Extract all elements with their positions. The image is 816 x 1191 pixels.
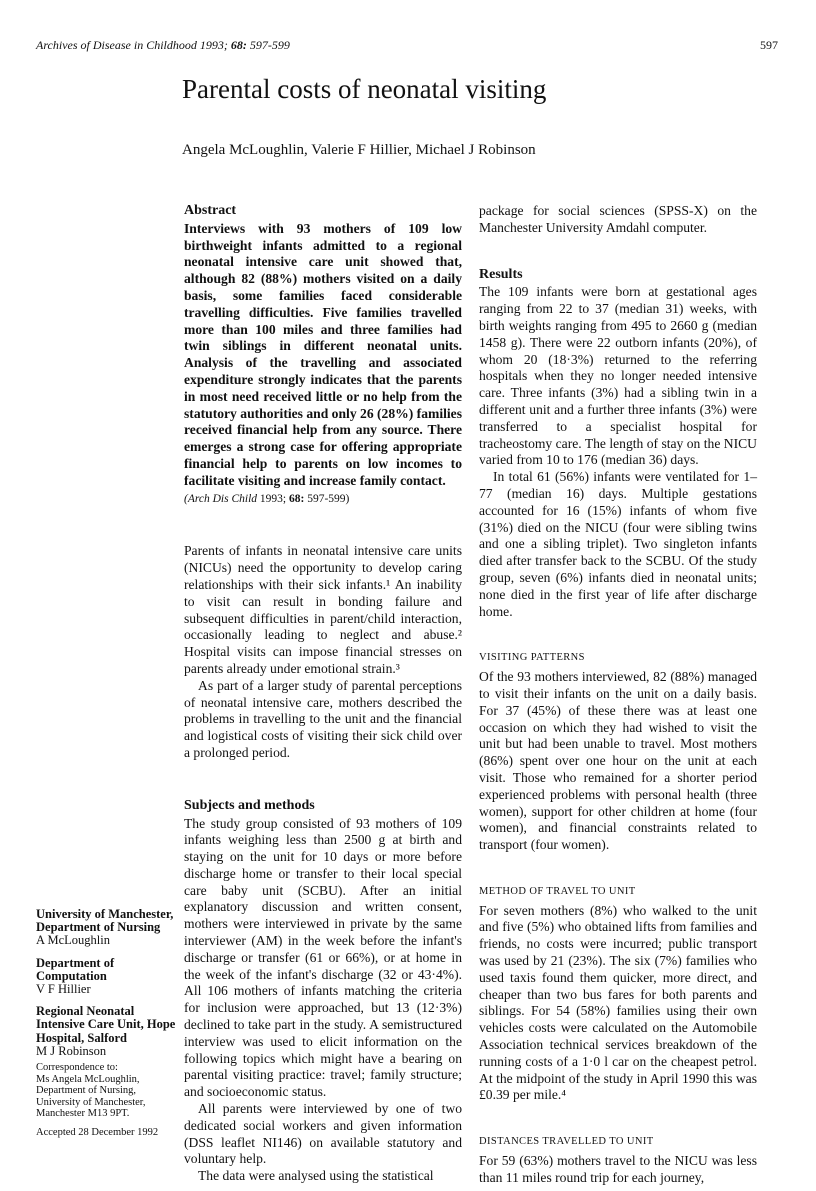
- left-column: [184, 203, 462, 1185]
- visiting-patterns-text: Of the 93 mothers interviewed, 82 (88%) managed to visit their infants on the unit on a daily basis. For 37 (45%) of these there was at least one occasion on which they had wished to visit the unit but had been unable to travel. Most mothers (86%) spent over one hour on the unit at each visit. Those who remained for a shorter period experienced problems with personal health (three women), support for other children at home (four women), and financial constraints related to transport (four women).: [479, 669, 757, 853]
- affiliation-name: M J Robinson: [36, 1043, 107, 1058]
- abstract-heading: Abstract: [184, 203, 237, 218]
- travel-method-heading: METHOD OF TRAVEL TO UNIT: [479, 885, 636, 897]
- distances-heading: DISTANCES TRAVELLED TO UNIT: [479, 1136, 654, 1148]
- results-paragraph: The 109 infants were born at gestational ages ranging from 22 to 37 (median 31) weeks, with birth weights ranging from 495 to 2660 g (median 1458 g). There were 22 outborn infants (20%), of whom 20 (18·3%) returned to the referring hospitals when they no longer needed intensive care. Three infants (3%) had a sibling twin in a different unit and a further three infants (3%) were transferred to a specialist hospital for tracheostomy care. The length of stay on the NICU varied from 10 to 176 (median 36) days.: [479, 284, 757, 468]
- methods-paragraph: The data were analysed using the statistical: [198, 1168, 434, 1184]
- intro-paragraph: As part of a larger study of parental perceptions of neonatal intensive care, mothers described the problems in travelling to the unit and the financial and logistical costs of visiting their sick child over a prolonged period.: [184, 677, 462, 760]
- results-paragraph: In total 61 (56%) infants were ventilated for 1–77 (median 16) days. Multiple gestations accounted for 16 (15%) infants of whom five (31%) died on the NICU (four were sibling twins and one a sibling triplet). Two singleton infants died after transfer back to the SCBU. Of the study group, seven (6%) infants died in neonatal units; none died in the first year of life after discharge home.: [479, 469, 757, 619]
- journal-year: 1993;: [199, 38, 228, 52]
- affiliation-org: Regional Neonatal Intensive Care Unit, Hope Hospital, Salford: [36, 1004, 176, 1045]
- correspondence-univ: University of Manchester,: [36, 1096, 146, 1108]
- methods-paragraph-continued: package for social sciences (SPSS-X) on the Manchester University Amdahl computer.: [479, 203, 757, 235]
- journal-name: Archives of Disease in Childhood: [36, 38, 197, 52]
- correspondence-dept: Department of Nursing,: [36, 1085, 137, 1097]
- methods-paragraph: The study group consisted of 93 mothers of 109 infants weighing less than 2500 g at birth and staying on the unit for 10 days or more before discharge home or transfer to their local special care baby unit (SCBU). After an initial explanatory discussion and written consent, mothers were interviewed in private by the same interviewer (AM) in the week before the infant's discharge or transfer (61 or 66%), or at home in the week of the infant's discharge (32 or 43·4%). All 106 mothers of infants matching the criteria for inclusion were approached, but 13 (12·3%) declined to take part in the study. A semistructured interview was used to elicit information on the following topics which might have a bearing on parental visiting practice: travel; family structure; and socioeconomic status.: [184, 815, 462, 1100]
- journal-volume: 68:: [230, 38, 247, 52]
- right-column: [479, 203, 757, 1187]
- author-list: Angela McLoughlin, Valerie F Hillier, Michael J Robinson: [182, 142, 536, 158]
- visiting-patterns-heading: VISITING PATTERNS: [479, 652, 585, 664]
- affiliation-name: V F Hillier: [36, 982, 91, 997]
- intro-paragraph: Parents of infants in neonatal intensive care units (NICUs) need the opportunity to develop caring relationships with their sick infants.¹ An inability to visit can result in bonding failure and subsequent difficulties in parent/child interaction, occasionally leading to neglect and abuse.² Hospital visits can impose financial stresses on parents already under emotional strain.³: [184, 543, 462, 676]
- affiliation-name: A McLoughlin: [36, 933, 110, 948]
- citation-volume: 68:: [289, 492, 305, 505]
- journal-pages: 597-599: [249, 38, 290, 52]
- correspondence-name: Ms Angela McLoughlin,: [36, 1073, 140, 1085]
- methods-heading: Subjects and methods: [184, 797, 315, 813]
- affiliation-org: University of Manchester, Department of Nursing: [36, 907, 174, 935]
- article-title: Parental costs of neonatal visiting: [182, 74, 547, 104]
- running-header: [36, 38, 290, 53]
- methods-paragraph: All parents were interviewed by one of two dedicated social workers and given information (DSS leaflet NI146) on available statutory and voluntary help.: [184, 1101, 462, 1167]
- correspondence-label: Correspondence to:: [36, 1062, 118, 1074]
- correspondence-block: [36, 1062, 176, 1139]
- page-number: 597: [760, 38, 778, 52]
- travel-method-text: For seven mothers (8%) who walked to the unit and five (5%) who obtained lifts from families and friends, no costs were incurred; public transport was used by 21 (23%). The six (7%) families who used taxis found them quicker, more direct, and cheaper than two bus fares for both parents and siblings. For 54 (58%) families using their own vehicles costs were calculated on the Automobile Association technical services breakdown of the running costs of a 1·0 l car on the cheapest petrol. At the midpoint of the study in April 1990 this was £0.39 per mile.⁴: [479, 902, 757, 1103]
- citation-year: 1993;: [259, 492, 287, 505]
- affiliation-org: Department of Computation: [36, 955, 115, 983]
- abstract-text: Interviews with 93 mothers of 109 low birthweight infants admitted to a regional neonatal intensive care unit showed that, although 82 (88%) mothers visited on a daily basis, some families faced considerable travelling difficulties. Five families travelled more than 100 miles and three families had twin siblings in different neonatal units. Analysis of the travelling and associated expenditure strongly indicates that the parents in most need received little or no help from the statutory authorities and only 26 (28%) families received financial help from any source. There emerges a strong case for offering appropriate financial help to parents on low incomes to facilitate visiting and increase family contact.: [184, 220, 462, 488]
- accepted-date: Accepted 28 December 1992: [36, 1127, 159, 1138]
- results-heading: Results: [479, 266, 523, 282]
- distances-text: For 59 (63%) mothers travel to the NICU was less than 11 miles round trip for each journey,: [479, 1153, 757, 1185]
- abstract-citation: [184, 491, 462, 508]
- correspondence-city: Manchester M13 9PT.: [36, 1108, 130, 1120]
- citation-pages: 597-599): [307, 492, 350, 505]
- citation-journal: (Arch Dis Child: [184, 492, 258, 505]
- affiliations-sidebar: [36, 908, 176, 1139]
